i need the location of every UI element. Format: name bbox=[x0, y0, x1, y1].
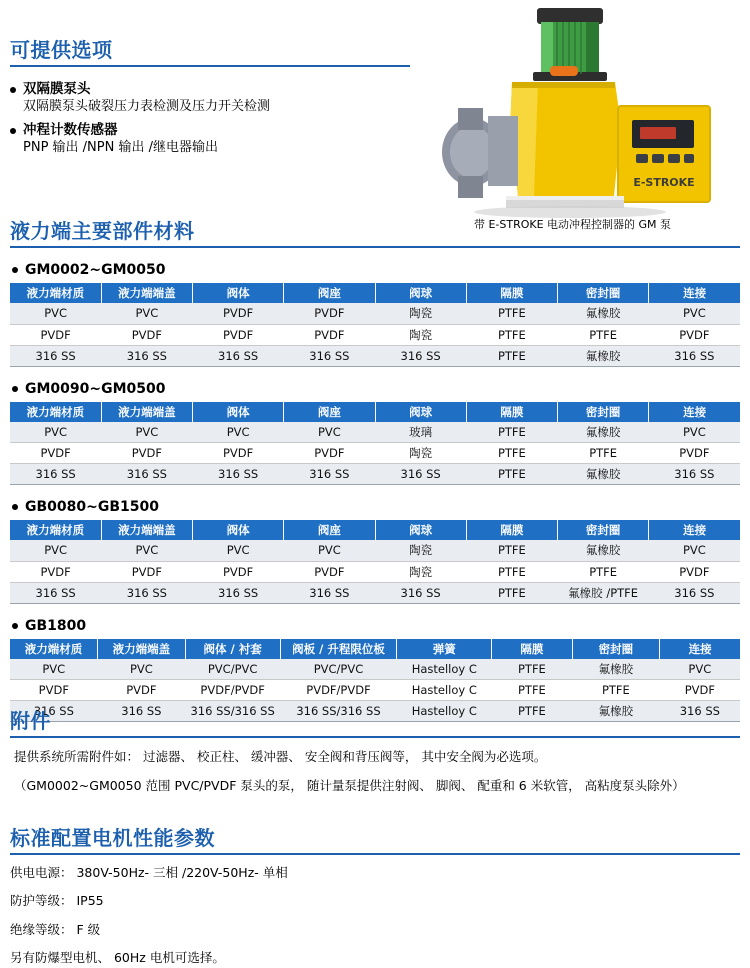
cell: PVDF bbox=[101, 561, 192, 582]
cell: 316 SS bbox=[284, 582, 375, 603]
column-header: 液力端端盖 bbox=[101, 402, 192, 422]
column-header: 隔膜 bbox=[492, 639, 572, 659]
column-header: 液力端端盖 bbox=[101, 283, 192, 303]
pump-illustration bbox=[400, 0, 745, 235]
list-item bbox=[10, 118, 410, 158]
motor-title-rule bbox=[10, 853, 740, 855]
cell: PVC bbox=[284, 422, 375, 443]
cell: PTFE bbox=[572, 680, 660, 701]
column-header: 连接 bbox=[649, 402, 740, 422]
cell: PTFE bbox=[558, 561, 649, 582]
cell: PVDF bbox=[193, 324, 284, 345]
column-header: 密封圈 bbox=[572, 639, 660, 659]
cell: 陶瓷 bbox=[375, 443, 466, 464]
bullet-icon bbox=[12, 623, 18, 629]
group-name: GB1800 bbox=[25, 617, 87, 634]
accessories-title-rule bbox=[10, 736, 740, 738]
column-header: 密封圈 bbox=[558, 402, 649, 422]
materials-title-rule bbox=[10, 246, 740, 248]
column-header: 隔膜 bbox=[466, 402, 557, 422]
cell: PTFE bbox=[466, 540, 557, 561]
table-row bbox=[10, 324, 740, 345]
cell: PTFE bbox=[466, 324, 557, 345]
column-header: 连接 bbox=[649, 520, 740, 540]
option-label: 双隔膜泵头 bbox=[23, 81, 91, 97]
cell: 316 SS bbox=[101, 582, 192, 603]
column-header: 密封圈 bbox=[558, 520, 649, 540]
group-name: GM0002~GM0050 bbox=[25, 262, 166, 278]
bullet-icon bbox=[10, 87, 16, 93]
group-label bbox=[12, 618, 740, 634]
materials-section bbox=[10, 215, 740, 722]
cell: PVC bbox=[10, 303, 101, 324]
cell: PVDF bbox=[10, 324, 101, 345]
column-header: 阀座 bbox=[284, 402, 375, 422]
column-header: 阀座 bbox=[284, 283, 375, 303]
motor-section bbox=[10, 822, 740, 968]
list-item bbox=[10, 77, 410, 117]
cell: PTFE bbox=[558, 324, 649, 345]
cell: Hastelloy C bbox=[397, 680, 492, 701]
cell: PVDF bbox=[660, 680, 740, 701]
table-row bbox=[10, 582, 740, 603]
column-header: 阀体 bbox=[193, 402, 284, 422]
cell: 316 SS bbox=[375, 345, 466, 366]
cell: 氟橡胶 bbox=[558, 464, 649, 485]
column-header: 阀球 bbox=[375, 520, 466, 540]
column-header: 液力端材质 bbox=[10, 520, 101, 540]
motor-line: 供电电源： 380V-50Hz- 三相 /220V-50Hz- 单相 bbox=[10, 865, 288, 880]
cell: PVC bbox=[193, 422, 284, 443]
column-header: 密封圈 bbox=[558, 283, 649, 303]
cell: PVDF/PVDF bbox=[280, 680, 397, 701]
materials-title: 液力端主要部件材料 bbox=[10, 219, 195, 243]
cell: 陶瓷 bbox=[375, 324, 466, 345]
column-header: 液力端材质 bbox=[10, 283, 101, 303]
materials-table bbox=[10, 283, 740, 367]
table-header-row bbox=[10, 283, 740, 303]
column-header: 阀球 bbox=[375, 283, 466, 303]
column-header: 阀体 bbox=[193, 520, 284, 540]
column-header: 连接 bbox=[649, 283, 740, 303]
cell: PTFE bbox=[466, 464, 557, 485]
cell: 氟橡胶 bbox=[558, 345, 649, 366]
cell: 316 SS bbox=[284, 345, 375, 366]
cell: PVC bbox=[101, 540, 192, 561]
cell: 316 SS bbox=[375, 464, 466, 485]
column-header: 阀体 / 衬套 bbox=[185, 639, 280, 659]
cell: PTFE bbox=[466, 582, 557, 603]
cell: Hastelloy C bbox=[397, 701, 492, 722]
accessories-line: 提供系统所需附件如： 过滤器、 校正柱、 缓冲器、 安全阀和背压阀等， 其中安全阀为必选项。 bbox=[14, 749, 547, 764]
cell: 316 SS bbox=[649, 582, 740, 603]
table-row bbox=[10, 443, 740, 464]
cell: PTFE bbox=[466, 422, 557, 443]
column-header: 阀体 bbox=[193, 283, 284, 303]
column-header: 隔膜 bbox=[466, 283, 557, 303]
column-header: 阀座 bbox=[284, 520, 375, 540]
bullet-icon bbox=[10, 128, 16, 134]
table-header-row bbox=[10, 402, 740, 422]
column-header: 液力端材质 bbox=[10, 402, 101, 422]
motor-line: 绝缘等级： F 级 bbox=[10, 921, 101, 937]
cell: PVC bbox=[660, 659, 740, 680]
cell: PTFE bbox=[466, 443, 557, 464]
cell: PVC bbox=[649, 422, 740, 443]
motor-title: 标准配置电机性能参数 bbox=[10, 826, 215, 850]
accessories-title: 附件 bbox=[10, 709, 51, 733]
bullet-icon bbox=[12, 504, 18, 510]
cell: PVDF bbox=[101, 324, 192, 345]
motor-line: 防护等级： IP55 bbox=[10, 893, 104, 909]
bullet-icon bbox=[12, 267, 18, 273]
figure-caption: 带 E-STROKE 电动冲程控制器的 GM 泵 bbox=[473, 218, 672, 231]
group-label bbox=[12, 499, 740, 515]
table-row bbox=[10, 561, 740, 582]
cell: 氟橡胶 bbox=[572, 701, 660, 722]
options-title: 可提供选项 bbox=[10, 38, 113, 62]
cell: PVDF bbox=[649, 443, 740, 464]
table-row bbox=[10, 540, 740, 561]
cell: PVC/PVC bbox=[185, 659, 280, 680]
cell: 氟橡胶 bbox=[558, 303, 649, 324]
cell: PVDF bbox=[649, 324, 740, 345]
cell: PVDF bbox=[193, 303, 284, 324]
table-row bbox=[10, 345, 740, 366]
group-label bbox=[12, 381, 740, 397]
cell: 氟橡胶 bbox=[558, 422, 649, 443]
group-name: GB0080~GB1500 bbox=[25, 499, 159, 515]
column-header: 隔膜 bbox=[466, 520, 557, 540]
table-row bbox=[10, 659, 740, 680]
cell: PTFE bbox=[466, 303, 557, 324]
cell: 316 SS bbox=[10, 464, 101, 485]
cell: PTFE bbox=[492, 659, 572, 680]
cell: PVDF bbox=[193, 561, 284, 582]
table-row bbox=[10, 464, 740, 485]
cell: PVDF bbox=[284, 324, 375, 345]
cell: PVC bbox=[98, 659, 186, 680]
table-header-row bbox=[10, 639, 740, 659]
cell: 316 SS bbox=[193, 464, 284, 485]
materials-table bbox=[10, 520, 740, 604]
cell: 316 SS bbox=[193, 582, 284, 603]
cell: PVC bbox=[10, 659, 98, 680]
cell: 陶瓷 bbox=[375, 561, 466, 582]
accessories-section bbox=[10, 705, 740, 796]
cell: PVDF bbox=[10, 443, 101, 464]
cell: PTFE bbox=[466, 561, 557, 582]
cell: PVC bbox=[284, 540, 375, 561]
group-name: GM0090~GM0500 bbox=[25, 380, 166, 397]
column-header: 液力端端盖 bbox=[98, 639, 186, 659]
cell: 316 SS bbox=[98, 701, 186, 722]
cell: PVDF bbox=[10, 561, 101, 582]
column-header: 液力端材质 bbox=[10, 639, 98, 659]
cell: PVC bbox=[649, 303, 740, 324]
table-row bbox=[10, 303, 740, 324]
cell: PVC bbox=[649, 540, 740, 561]
cell: 316 SS bbox=[284, 464, 375, 485]
svg-text:E-STROKE: E-STROKE bbox=[633, 176, 695, 189]
cell: PVC bbox=[101, 303, 192, 324]
cell: 316 SS bbox=[10, 701, 98, 722]
column-header: 弹簧 bbox=[397, 639, 492, 659]
cell: PVC bbox=[10, 422, 101, 443]
cell: 氟橡胶 bbox=[558, 540, 649, 561]
cell: 316 SS/316 SS bbox=[280, 701, 397, 722]
cell: PTFE bbox=[558, 443, 649, 464]
cell: PVDF bbox=[98, 680, 186, 701]
option-label: 冲程计数传感器 bbox=[23, 122, 118, 139]
cell: 316 SS bbox=[101, 345, 192, 366]
cell: PVC bbox=[10, 540, 101, 561]
column-header: 液力端端盖 bbox=[101, 520, 192, 540]
cell: 玻璃 bbox=[375, 422, 466, 443]
cell: 316 SS/316 SS bbox=[185, 701, 280, 722]
cell: PTFE bbox=[492, 680, 572, 701]
options-section bbox=[10, 34, 410, 159]
cell: PVDF/PVDF bbox=[185, 680, 280, 701]
cell: 陶瓷 bbox=[375, 540, 466, 561]
cell: PVC/PVC bbox=[280, 659, 397, 680]
cell: 316 SS bbox=[375, 582, 466, 603]
options-title-rule bbox=[10, 65, 410, 67]
cell: 316 SS bbox=[660, 701, 740, 722]
cell: PVDF bbox=[284, 561, 375, 582]
cell: PVDF bbox=[284, 443, 375, 464]
cell: 316 SS bbox=[649, 464, 740, 485]
cell: 316 SS bbox=[649, 345, 740, 366]
cell: PVC bbox=[101, 422, 192, 443]
cell: 316 SS bbox=[10, 582, 101, 603]
cell: 氟橡胶 bbox=[572, 659, 660, 680]
cell: PVC bbox=[193, 540, 284, 561]
table-header-row bbox=[10, 520, 740, 540]
column-header: 阀板 / 升程限位板 bbox=[280, 639, 397, 659]
table-row bbox=[10, 422, 740, 443]
cell: 316 SS bbox=[101, 464, 192, 485]
group-label bbox=[12, 262, 740, 278]
cell: PVDF bbox=[10, 680, 98, 701]
pump-image bbox=[400, 0, 745, 235]
motor-line: 另有防爆型电机、 60Hz 电机可选择。 bbox=[10, 949, 225, 965]
cell: 氟橡胶 /PTFE bbox=[558, 582, 649, 603]
option-sub: PNP 输出 /NPN 输出 /继电器输出 bbox=[23, 140, 218, 156]
materials-table bbox=[10, 402, 740, 486]
cell: 316 SS bbox=[10, 345, 101, 366]
cell: PVDF bbox=[284, 303, 375, 324]
cell: PTFE bbox=[466, 345, 557, 366]
cell: Hastelloy C bbox=[397, 659, 492, 680]
cell: PTFE bbox=[492, 701, 572, 722]
bullet-icon bbox=[12, 386, 18, 392]
column-header: 连接 bbox=[660, 639, 740, 659]
column-header: 阀球 bbox=[375, 402, 466, 422]
options-list bbox=[10, 77, 410, 158]
cell: PVDF bbox=[101, 443, 192, 464]
cell: 316 SS bbox=[193, 345, 284, 366]
table-row bbox=[10, 680, 740, 701]
cell: PVDF bbox=[649, 561, 740, 582]
accessories-line: （GM0002~GM0050 范围 PVC/PVDF 泵头的泵， 随计量泵提供注射阀、 脚阀、 配重和 6 米软管， 高粘度泵头除外） bbox=[14, 778, 685, 793]
cell: PVDF bbox=[193, 443, 284, 464]
cell: 陶瓷 bbox=[375, 303, 466, 324]
option-sub: 双隔膜泵头破裂压力表检测及压力开关检测 bbox=[23, 99, 271, 114]
